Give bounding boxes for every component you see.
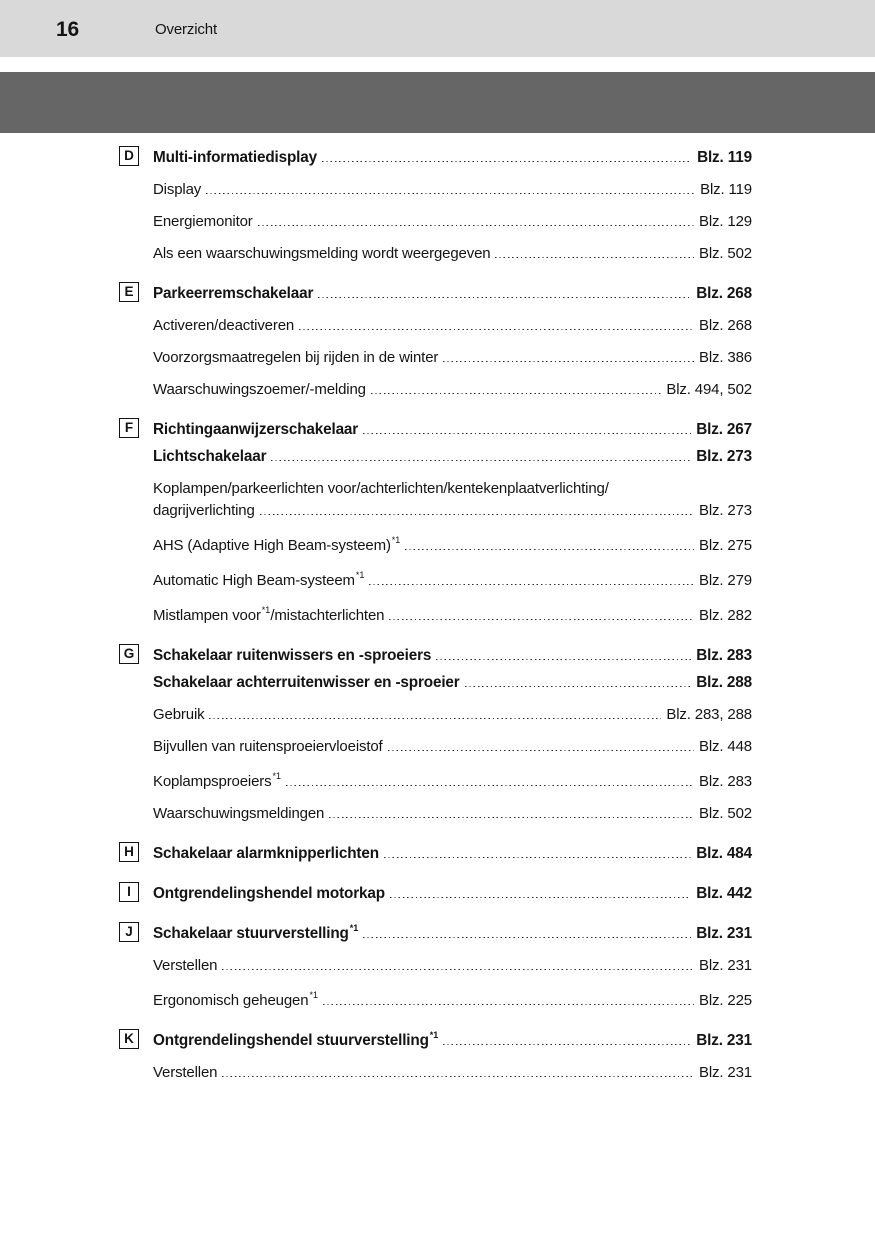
- dotted-leader: [318, 297, 691, 299]
- dotted-leader: [465, 686, 692, 688]
- page-ref: Blz. 283, 288: [666, 706, 752, 723]
- dotted-leader: [384, 857, 691, 859]
- page-ref: Blz. 442: [696, 885, 752, 902]
- toc-section-d: [124, 148, 752, 263]
- toc-entry-sub: [153, 479, 752, 498]
- toc-entry-sub: [153, 316, 752, 335]
- dotted-leader: [222, 969, 694, 971]
- toc-entry-sub: [153, 536, 752, 555]
- page-ref: Blz. 119: [700, 181, 752, 198]
- page-ref: Blz. 448: [699, 738, 752, 755]
- entry-title: Als een waarschuwingsmelding wordt weergegeven: [153, 245, 491, 262]
- footnote-marker: *1: [355, 570, 365, 580]
- chapter-title: Overzicht: [155, 20, 217, 38]
- page-ref: Blz. 268: [699, 317, 752, 334]
- entry-title: Ontgrendelingshendel motorkap: [153, 885, 385, 902]
- dotted-leader: [369, 584, 694, 586]
- dotted-leader: [436, 659, 691, 661]
- page-ref: Blz. 225: [699, 992, 752, 1009]
- toc-section-h: [124, 844, 752, 863]
- entry-title: Activeren/deactiveren: [153, 317, 295, 334]
- page-ref: Blz. 273: [699, 502, 752, 519]
- toc-entry-sub: [153, 501, 752, 520]
- entry-title: AHS (Adaptive High Beam-systeem)$^{*1}$: [153, 535, 401, 554]
- dotted-leader: [443, 1044, 691, 1046]
- entry-title: Koplampen/parkeerlichten voor/achterlichten/kentekenplaatverlichting/: [153, 480, 609, 497]
- entry-title: Bijvullen van ruitensproeiervloeistof: [153, 738, 383, 755]
- toc-entry-main: [153, 673, 752, 692]
- footnote-marker: *1: [309, 990, 318, 1000]
- footnote-marker: *1: [391, 535, 401, 545]
- page-ref: Blz. 268: [696, 285, 752, 302]
- callout-letter-badge: J: [119, 922, 139, 942]
- dotted-leader: [323, 1004, 694, 1006]
- dotted-leader: [363, 937, 691, 939]
- page-ref: Blz. 231: [696, 925, 752, 942]
- toc-entry-sub: [153, 772, 752, 791]
- entry-title: Schakelaar alarmknipperlichten: [153, 845, 379, 862]
- dotted-leader: [286, 785, 694, 787]
- page-ref: Blz. 386: [699, 349, 752, 366]
- entry-title: Ergonomisch geheugen$^{*1}$: [153, 990, 318, 1009]
- toc-entry-main: [124, 284, 752, 303]
- page-ref: Blz. 484: [696, 845, 752, 862]
- callout-letter-badge: K: [119, 1029, 139, 1049]
- dotted-leader: [390, 897, 691, 899]
- footnote-marker: *1: [429, 1029, 439, 1040]
- entry-title: Gebruik: [153, 706, 205, 723]
- toc-entry-sub: [153, 804, 752, 823]
- toc-section-g: [123, 646, 752, 823]
- toc-entry-sub: [153, 737, 752, 756]
- page-ref: Blz. 494, 502: [666, 381, 752, 398]
- dotted-leader: [299, 329, 694, 331]
- dotted-leader: [222, 1076, 694, 1078]
- toc-section-k: [124, 1029, 752, 1082]
- toc-entry-sub: [153, 705, 752, 724]
- page-ref: Blz. 119: [697, 149, 752, 166]
- entry-title: Schakelaar ruitenwissers en -sproeiers: [153, 647, 432, 664]
- toc-entry-sub: [153, 244, 752, 263]
- dotted-leader: [329, 817, 694, 819]
- dotted-leader: [260, 514, 694, 516]
- toc-entry-main: [124, 420, 752, 439]
- toc-entry-sub: [153, 606, 752, 625]
- entry-title: Schakelaar achterruitenwisser en -sproeier: [153, 674, 460, 691]
- toc-entry-sub: [153, 571, 752, 590]
- callout-letter-badge: D: [119, 146, 139, 166]
- toc-entry-sub: [153, 380, 752, 399]
- entry-title: Schakelaar stuurverstelling$^{*1}$: [153, 922, 359, 942]
- page-ref: Blz. 231: [699, 957, 752, 974]
- page-number: 16: [56, 17, 80, 41]
- page-ref: Blz. 267: [696, 421, 752, 438]
- footnote-marker: *1: [261, 605, 271, 615]
- page-ref: Blz. 273: [696, 448, 752, 465]
- dotted-leader: [371, 393, 662, 395]
- entry-title: Verstellen: [153, 1064, 218, 1081]
- dotted-leader: [209, 718, 661, 720]
- entry-title: Voorzorgsmaatregelen bij rijden in de winter: [153, 349, 439, 366]
- dotted-leader: [322, 161, 692, 163]
- dotted-leader: [363, 433, 691, 435]
- entry-title: Display: [153, 181, 202, 198]
- page-ref: Blz. 275: [699, 537, 752, 554]
- dotted-leader: [271, 460, 691, 462]
- callout-letter-badge: E: [119, 282, 139, 302]
- toc-section-i: [127, 884, 752, 903]
- page-ref: Blz. 231: [696, 1032, 752, 1049]
- section-divider-band: [0, 72, 875, 133]
- toc: [123, 148, 752, 1082]
- toc-entry-main: [124, 1029, 752, 1050]
- entry-title: Richtingaanwijzerschakelaar: [153, 421, 359, 438]
- toc-entry-sub: [153, 212, 752, 231]
- toc-entry-main: [124, 148, 752, 167]
- footnote-marker: *1: [349, 922, 359, 933]
- entry-title: Koplampsproeiers$^{*1}$: [153, 771, 282, 790]
- toc-entry-sub: [153, 1063, 752, 1082]
- callout-letter-badge: G: [119, 644, 139, 664]
- footnote-marker: *1: [272, 771, 282, 781]
- page-ref: Blz. 288: [696, 674, 752, 691]
- page-ref: Blz. 279: [699, 572, 752, 589]
- toc-entry-main: [124, 844, 752, 863]
- dotted-leader: [206, 193, 695, 195]
- toc-entry-sub: [153, 180, 752, 199]
- toc-entry-main: [125, 922, 752, 943]
- entry-title: Waarschuwingsmeldingen: [153, 805, 325, 822]
- entry-title: Ontgrendelingshendel stuurverstelling$^{*1}$: [153, 1029, 439, 1049]
- toc-section-f: [124, 420, 752, 625]
- toc-entry-main: [123, 646, 752, 665]
- page-ref: Blz. 283: [699, 773, 752, 790]
- toc-entry-main: [153, 447, 752, 466]
- entry-title: Multi-informatiedisplay: [153, 149, 317, 166]
- toc-entry-sub: [153, 348, 752, 367]
- page-ref: Blz. 502: [699, 805, 752, 822]
- entry-title: Energiemonitor: [153, 213, 253, 230]
- entry-title: Lichtschakelaar: [153, 448, 267, 465]
- entry-title: Mistlampen voor$^{*1}$/mistachterlichten: [153, 605, 385, 624]
- dotted-leader: [389, 619, 694, 621]
- toc-section-e: [124, 284, 752, 399]
- entry-title: Waarschuwingszoemer/-melding: [153, 381, 366, 398]
- toc-entry-sub: [153, 956, 752, 975]
- entry-title: Verstellen: [153, 957, 218, 974]
- dotted-leader: [258, 225, 694, 227]
- dotted-leader: [443, 361, 694, 363]
- page-ref: Blz. 231: [699, 1064, 752, 1081]
- entry-title: dagrijverlichting: [153, 502, 255, 519]
- dotted-leader: [495, 257, 694, 259]
- entry-title: Automatic High Beam-systeem$^{*1}$: [153, 570, 365, 589]
- toc-section-j: [125, 922, 752, 1010]
- callout-letter-badge: H: [119, 842, 139, 862]
- toc-entry-sub: [153, 991, 752, 1010]
- dotted-leader: [388, 750, 694, 752]
- page-ref: Blz. 129: [699, 213, 752, 230]
- page-ref: Blz. 502: [699, 245, 752, 262]
- toc-entry-main: [127, 884, 752, 903]
- callout-letter-badge: F: [119, 418, 139, 438]
- entry-title: Parkeerremschakelaar: [153, 285, 314, 302]
- callout-letter-badge: I: [119, 882, 139, 902]
- page-header-bar: [0, 0, 875, 57]
- dotted-leader: [405, 549, 694, 551]
- page-ref: Blz. 283: [696, 647, 752, 664]
- page-ref: Blz. 282: [699, 607, 752, 624]
